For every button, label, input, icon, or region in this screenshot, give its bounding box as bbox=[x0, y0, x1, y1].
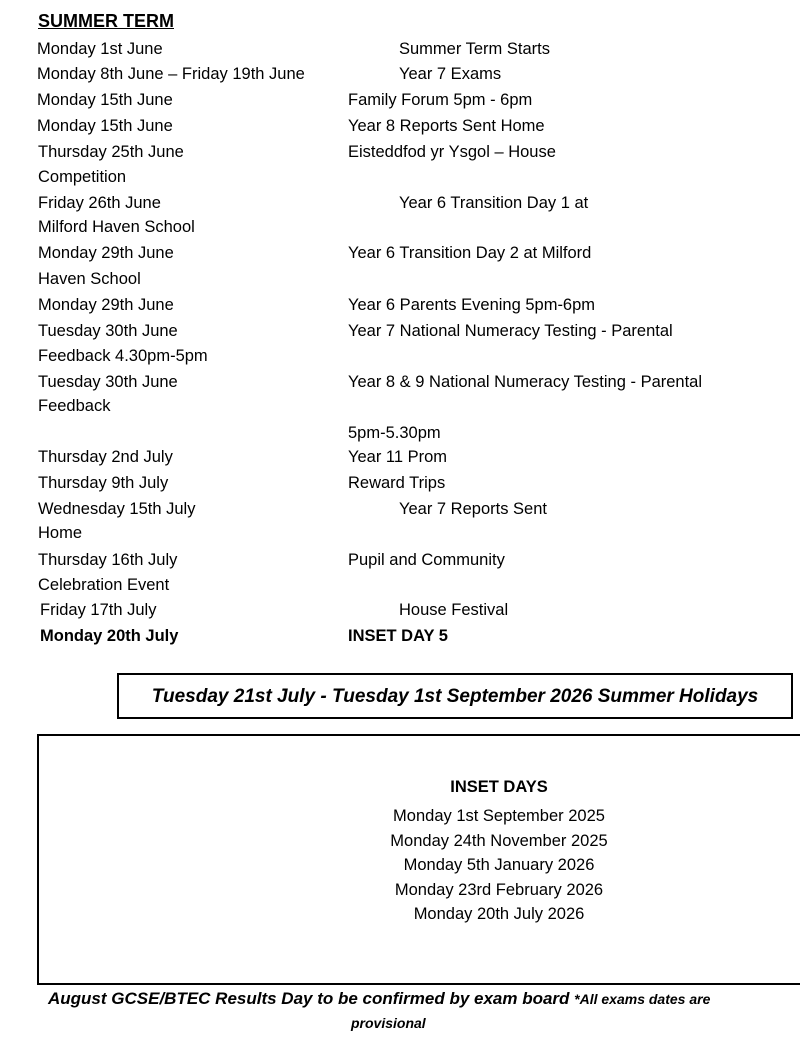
row-event: Year 7 Reports Sent bbox=[399, 500, 547, 518]
results-day-text: August GCSE/BTEC Results Day to be confirmed by exam board bbox=[48, 989, 570, 1008]
row-event: Reward Trips bbox=[348, 474, 446, 492]
inset-days-title: INSET DAYS bbox=[450, 778, 548, 796]
row-date: Tuesday 30th June bbox=[38, 322, 178, 340]
row-date-continued: Competition bbox=[38, 168, 127, 186]
row-date: Monday 15th June bbox=[37, 91, 173, 109]
inset-date: Monday 23rd February 2026 bbox=[394, 880, 604, 899]
row-date: Thursday 9th July bbox=[38, 474, 169, 492]
row-event: Year 6 Transition Day 2 at Milford bbox=[348, 244, 592, 262]
inset-days-box bbox=[37, 734, 800, 985]
row-event: Year 7 Exams bbox=[399, 65, 502, 83]
row-event: Year 6 Transition Day 1 at bbox=[399, 194, 589, 212]
inset-date: Monday 5th January 2026 bbox=[403, 856, 595, 875]
row-date: Thursday 16th July bbox=[38, 551, 178, 569]
row-date: Friday 26th June bbox=[38, 194, 161, 212]
row-date: Thursday 25th June bbox=[38, 143, 184, 161]
inset-days-list bbox=[39, 804, 800, 927]
row-event: Year 11 Prom bbox=[348, 448, 448, 466]
row-date-continued: Feedback 4.30pm-5pm bbox=[38, 347, 208, 365]
row-event: Summer Term Starts bbox=[399, 40, 550, 58]
row-date: Monday 8th June – Friday 19th June bbox=[37, 65, 305, 83]
inset-date: Monday 1st September 2025 bbox=[393, 807, 605, 825]
row-date: Monday 20th July bbox=[40, 627, 179, 645]
row-date-continued: Haven School bbox=[38, 270, 141, 288]
row-event: Year 7 National Numeracy Testing - Parental bbox=[348, 322, 673, 340]
row-date: Monday 15th June bbox=[37, 117, 173, 135]
exam-dates-note-continued: provisional bbox=[351, 1015, 426, 1031]
row-event: Year 6 Parents Evening 5pm-6pm bbox=[348, 296, 596, 314]
row-date-continued: Celebration Event bbox=[38, 576, 170, 594]
summer-holiday-box bbox=[117, 673, 793, 719]
row-date: Monday 1st June bbox=[37, 40, 163, 58]
exam-dates-note: *All exams dates are bbox=[574, 991, 711, 1007]
row-date: Monday 29th June bbox=[38, 296, 174, 314]
row-date: Tuesday 30th June bbox=[38, 373, 178, 391]
inset-date: Monday 20th July 2026 bbox=[413, 905, 585, 924]
row-event: Year 8 Reports Sent Home bbox=[348, 117, 545, 135]
row-event: INSET DAY 5 bbox=[348, 627, 448, 645]
row-event: Family Forum 5pm - 6pm bbox=[348, 91, 533, 109]
term-heading: SUMMER TERM bbox=[38, 11, 174, 31]
row-event: Year 8 & 9 National Numeracy Testing - Parental bbox=[348, 373, 703, 391]
row-date-continued: Milford Haven School bbox=[38, 218, 195, 236]
row-date-continued: Feedback bbox=[38, 397, 111, 415]
row-event: House Festival bbox=[399, 601, 509, 619]
summer-holiday-text: Tuesday 21st July - Tuesday 1st September 2026 Summer Holidays bbox=[151, 686, 759, 707]
row-date: Friday 17th July bbox=[40, 601, 157, 619]
row-date: Wednesday 15th July bbox=[38, 500, 196, 518]
row-date: Monday 29th June bbox=[38, 244, 174, 262]
results-day-notice bbox=[48, 989, 710, 1009]
row-event: Pupil and Community bbox=[348, 551, 505, 569]
row-event-continued: 5pm-5.30pm bbox=[348, 424, 441, 442]
inset-date: Monday 24th November 2025 bbox=[390, 831, 608, 850]
row-event: Eisteddfod yr Ysgol – House bbox=[348, 143, 556, 161]
row-date: Thursday 2nd July bbox=[38, 448, 173, 466]
row-date-continued: Home bbox=[38, 524, 83, 542]
